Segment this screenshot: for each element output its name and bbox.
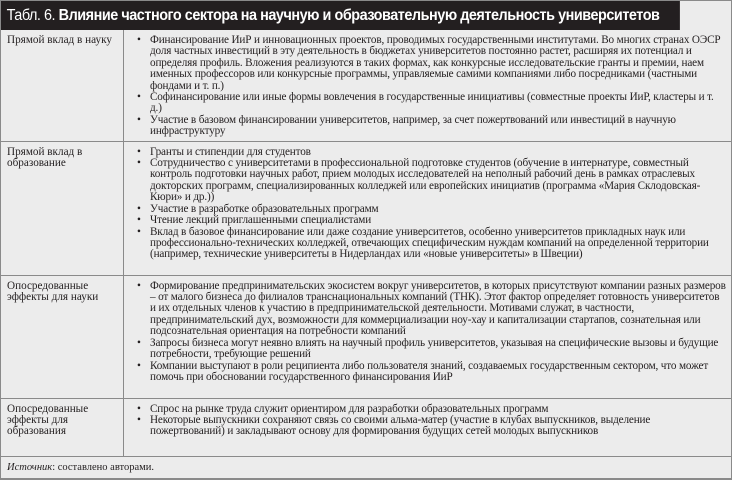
table-row: [1, 30, 731, 141]
source-label: Источник: [7, 461, 53, 473]
table-title: [1, 1, 680, 30]
table-number: Табл. 6.: [6, 7, 56, 24]
row-content: [124, 30, 732, 141]
table-heading: Влияние частного сектора на научную и образовательную деятельность университетов: [58, 7, 660, 24]
list-item: • Сотрудничество с университетами в профессиональной подготовке студентов (обучение в интернатуре, совместный контроль подготовки научных работ, прием молодых исследователей на неполный рабочий день в рамках отраслевых докторских программ, специализированных колледжей или европейских инициатив (программа «Мария Склодовская-Кюри» и др.)): [150, 158, 727, 204]
list-item: • Участие в базовом финансировании университетов, например, за счет пожертвований или инвестиций в научную инфраструктуру: [150, 115, 727, 138]
bullet-list: [134, 145, 727, 261]
list-item: • Финансирование ИиР и инновационных проектов, проводимых государственными институтами. Во многих странах ОЭСР доля частных инвестиций в эту деятельность в бюджетах университетов постоянно растет, расширяя их потенциал и определяя профиль. Вложения реализуются в таких формах, как конкурсные исследовательские гранты и премии, наем именных профессоров или конкурсные программы, управляемые самими компаниями либо посредниками (частными фондами и т. п.): [150, 35, 727, 92]
list-item: • Спрос на рынке труда служит ориентиром для разработки образовательных программ: [150, 404, 727, 415]
row-content: [124, 275, 732, 398]
list-item: • Софинансирование или иные формы вовлечения в государственные инициативы (совместные проекты ИиР, кластеры и т. д.): [150, 92, 727, 115]
bullet-list: [134, 33, 727, 138]
list-item: • Формирование предпринимательских экосистем вокруг университетов, в которых присутствуют компании разных размеров – от малого бизнеса до филиалов транснациональных компаний (ТНК). Этот фактор определяет готовность университетов и их отдельных членов к участию в предпринимательской деятельности. Мотивами служат, в частности, предпринимательский дух, возможности для коммерциализации ноу-хау и капитализации стартапов, сознательная или подсознательная ориентация на потребности компаний: [150, 281, 727, 338]
source-note: [1, 456, 731, 478]
list-item: • Участие в разработке образовательных программ: [150, 204, 727, 215]
row-label: Опосредованные эффекты для образования: [1, 398, 124, 456]
row-label: Прямой вклад в образование: [1, 141, 124, 275]
list-item: • Запросы бизнеса могут неявно влиять на научный профиль университетов, указывая на специфические вызовы и будущие потребности, требующие решений: [150, 338, 727, 361]
list-item: • Некоторые выпускники сохраняют связь со своими альма-матер (участие в клубах выпускников, выделение пожертвований) и закладывают основу для формирования будущих сетей молодых выпускников: [150, 415, 727, 438]
table-row: [1, 141, 731, 275]
table-row: [1, 398, 731, 456]
list-item: • Гранты и стипендии для студентов: [150, 147, 727, 158]
row-label: Опосредованные эффекты для науки: [1, 275, 124, 398]
bullet-list: [134, 279, 727, 384]
bullet-list: [134, 402, 727, 438]
content-table: [1, 30, 731, 479]
list-item: • Компании выступают в роли реципиента либо пользователя знаний, создаваемых государственным сектором, что может помочь при обосновании государственного финансирования ИиР: [150, 361, 727, 384]
list-item: • Вклад в базовое финансирование или даже создание университетов, особенно университетов прикладных наук или профессионально-технических колледжей, отвечающих специфическим нуждам компаний на определенной территории (например, технические университеты в Нидерландах или «новые университеты» в Швеции): [150, 227, 727, 261]
table-row: [1, 275, 731, 398]
list-item: • Чтение лекций приглашенными специалистами: [150, 215, 727, 226]
row-content: [124, 141, 732, 275]
row-label: Прямой вклад в науку: [1, 30, 124, 141]
row-content: [124, 398, 732, 456]
source-text: : составлено авторами.: [52, 461, 155, 473]
